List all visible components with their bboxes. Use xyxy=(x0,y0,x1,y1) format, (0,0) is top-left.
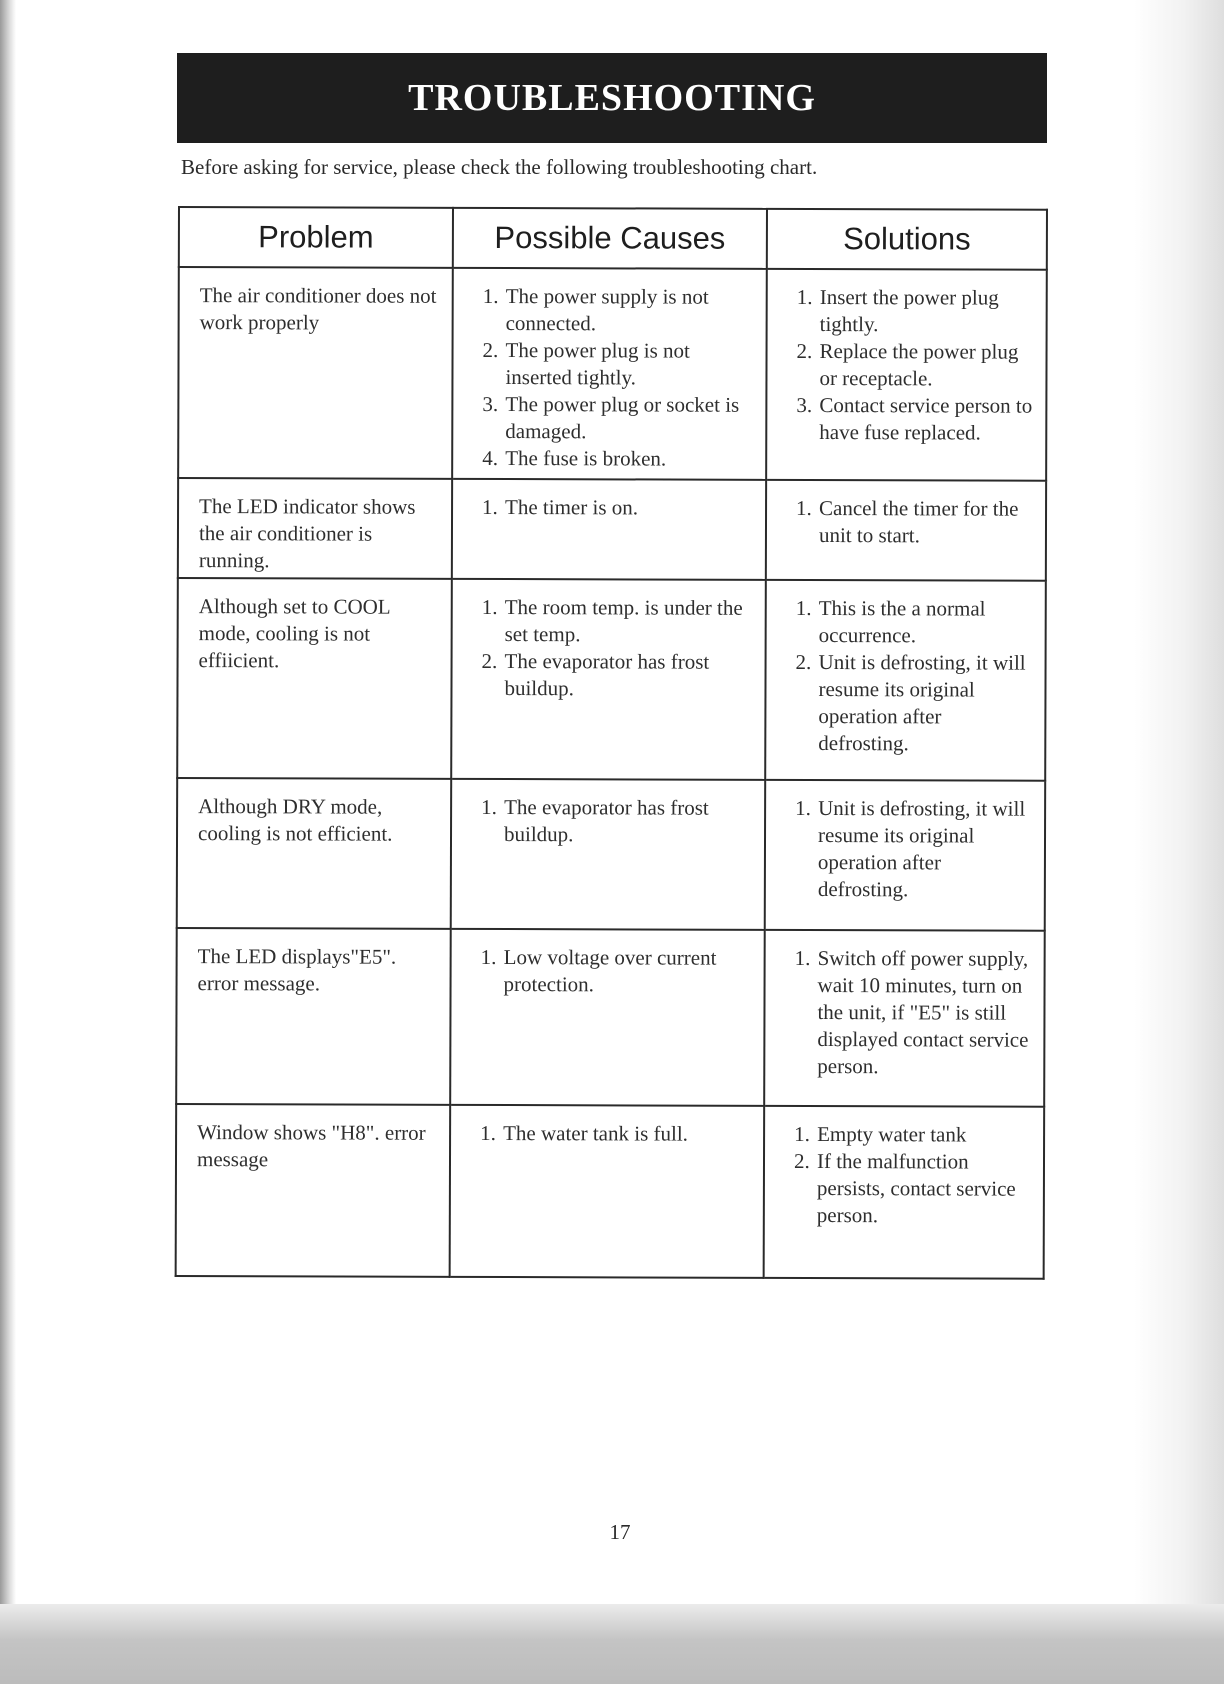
list-item: 2. Unit is defrosting, it will resume its original operation after defrosting. xyxy=(816,649,1032,758)
causes-cell xyxy=(451,779,765,930)
page-number: 17 xyxy=(609,1520,631,1544)
solutions-list xyxy=(786,595,1033,758)
title-bar xyxy=(177,53,1047,143)
causes-list xyxy=(473,283,754,473)
causes-list xyxy=(472,794,752,849)
causes-list xyxy=(473,494,753,522)
list-item: 1. The power supply is not connected. xyxy=(504,283,754,338)
causes-cell xyxy=(452,268,767,480)
intro-text: Before asking for service, please check the following troubleshooting chart. xyxy=(181,155,818,179)
list-item: 1. The timer is on. xyxy=(503,494,753,522)
scan-shadow-right xyxy=(1134,0,1224,1684)
list-item: 1. Cancel the timer for the unit to start. xyxy=(817,495,1033,550)
causes-list xyxy=(472,944,752,999)
list-item: 1. The water tank is full. xyxy=(501,1120,751,1148)
solutions-list xyxy=(785,1121,1031,1230)
solutions-list xyxy=(785,945,1031,1081)
list-item: 1. The room temp. is under the set temp. xyxy=(503,594,753,649)
scan-shadow-left xyxy=(0,0,16,1684)
table-row xyxy=(178,267,1047,481)
solutions-cell xyxy=(765,580,1046,781)
list-item: 2. Replace the power plug or receptacle. xyxy=(817,338,1033,393)
problem-cell: Although set to COOL mode, cooling is not effiicient. xyxy=(177,578,452,779)
page-title: TROUBLESHOOTING xyxy=(408,77,816,119)
solutions-list xyxy=(787,495,1033,550)
table-row xyxy=(177,578,1046,781)
problem-cell: The air conditioner does not work properly xyxy=(178,267,453,479)
causes-list xyxy=(471,1120,751,1148)
scan-shadow-bottom xyxy=(0,1604,1224,1684)
list-item: 1. Insert the power plug tightly. xyxy=(818,284,1034,339)
list-item: 4. The fuse is broken. xyxy=(503,445,753,473)
list-item: 3. Contact service person to have fuse replaced. xyxy=(817,392,1033,447)
list-item: 3. The power plug or socket is damaged. xyxy=(503,391,753,446)
list-item: 2. The evaporator has frost buildup. xyxy=(502,648,752,703)
troubleshooting-table xyxy=(175,206,1048,1280)
solutions-list xyxy=(786,795,1032,904)
list-item: 2. The power plug is not inserted tightly. xyxy=(503,337,753,392)
solutions-cell xyxy=(766,269,1047,481)
causes-cell xyxy=(452,479,766,580)
header-solutions: Solutions xyxy=(767,209,1047,270)
causes-cell xyxy=(451,579,766,780)
header-problem: Problem xyxy=(179,207,453,268)
list-item: 1. Unit is defrosting, it will resume its original operation after defrosting. xyxy=(816,795,1032,904)
causes-cell xyxy=(450,929,765,1106)
table-row xyxy=(176,928,1045,1107)
problem-cell: Window shows "H8". error message xyxy=(176,1104,451,1277)
solutions-cell xyxy=(766,480,1046,581)
problem-cell: Although DRY mode, cooling is not efficient. xyxy=(177,778,451,929)
solutions-cell xyxy=(764,1106,1045,1279)
table-row xyxy=(176,1104,1045,1279)
list-item: 1. The evaporator has frost buildup. xyxy=(502,794,752,849)
causes-cell xyxy=(450,1105,765,1278)
problem-cell: The LED indicator shows the air conditioner is running. xyxy=(178,478,452,579)
solutions-list xyxy=(787,284,1034,447)
list-item: 1. This is the a normal occurrence. xyxy=(817,595,1033,650)
header-possible-causes: Possible Causes xyxy=(453,208,767,269)
causes-list xyxy=(472,594,752,703)
table-row xyxy=(178,478,1046,581)
list-item: 1. Empty water tank xyxy=(815,1121,1031,1149)
list-item: 1. Low voltage over current protection. xyxy=(502,944,752,999)
solutions-cell xyxy=(765,780,1045,931)
list-item: 2. If the malfunction persists, contact service person. xyxy=(815,1148,1031,1230)
table-row xyxy=(177,778,1045,931)
problem-cell: The LED displays"E5". error message. xyxy=(176,928,451,1105)
table-header-row xyxy=(179,207,1047,270)
solutions-cell xyxy=(764,930,1045,1107)
list-item: 1. Switch off power supply, wait 10 minutes, turn on the unit, if "E5" is still displayed contact service person. xyxy=(815,945,1031,1081)
